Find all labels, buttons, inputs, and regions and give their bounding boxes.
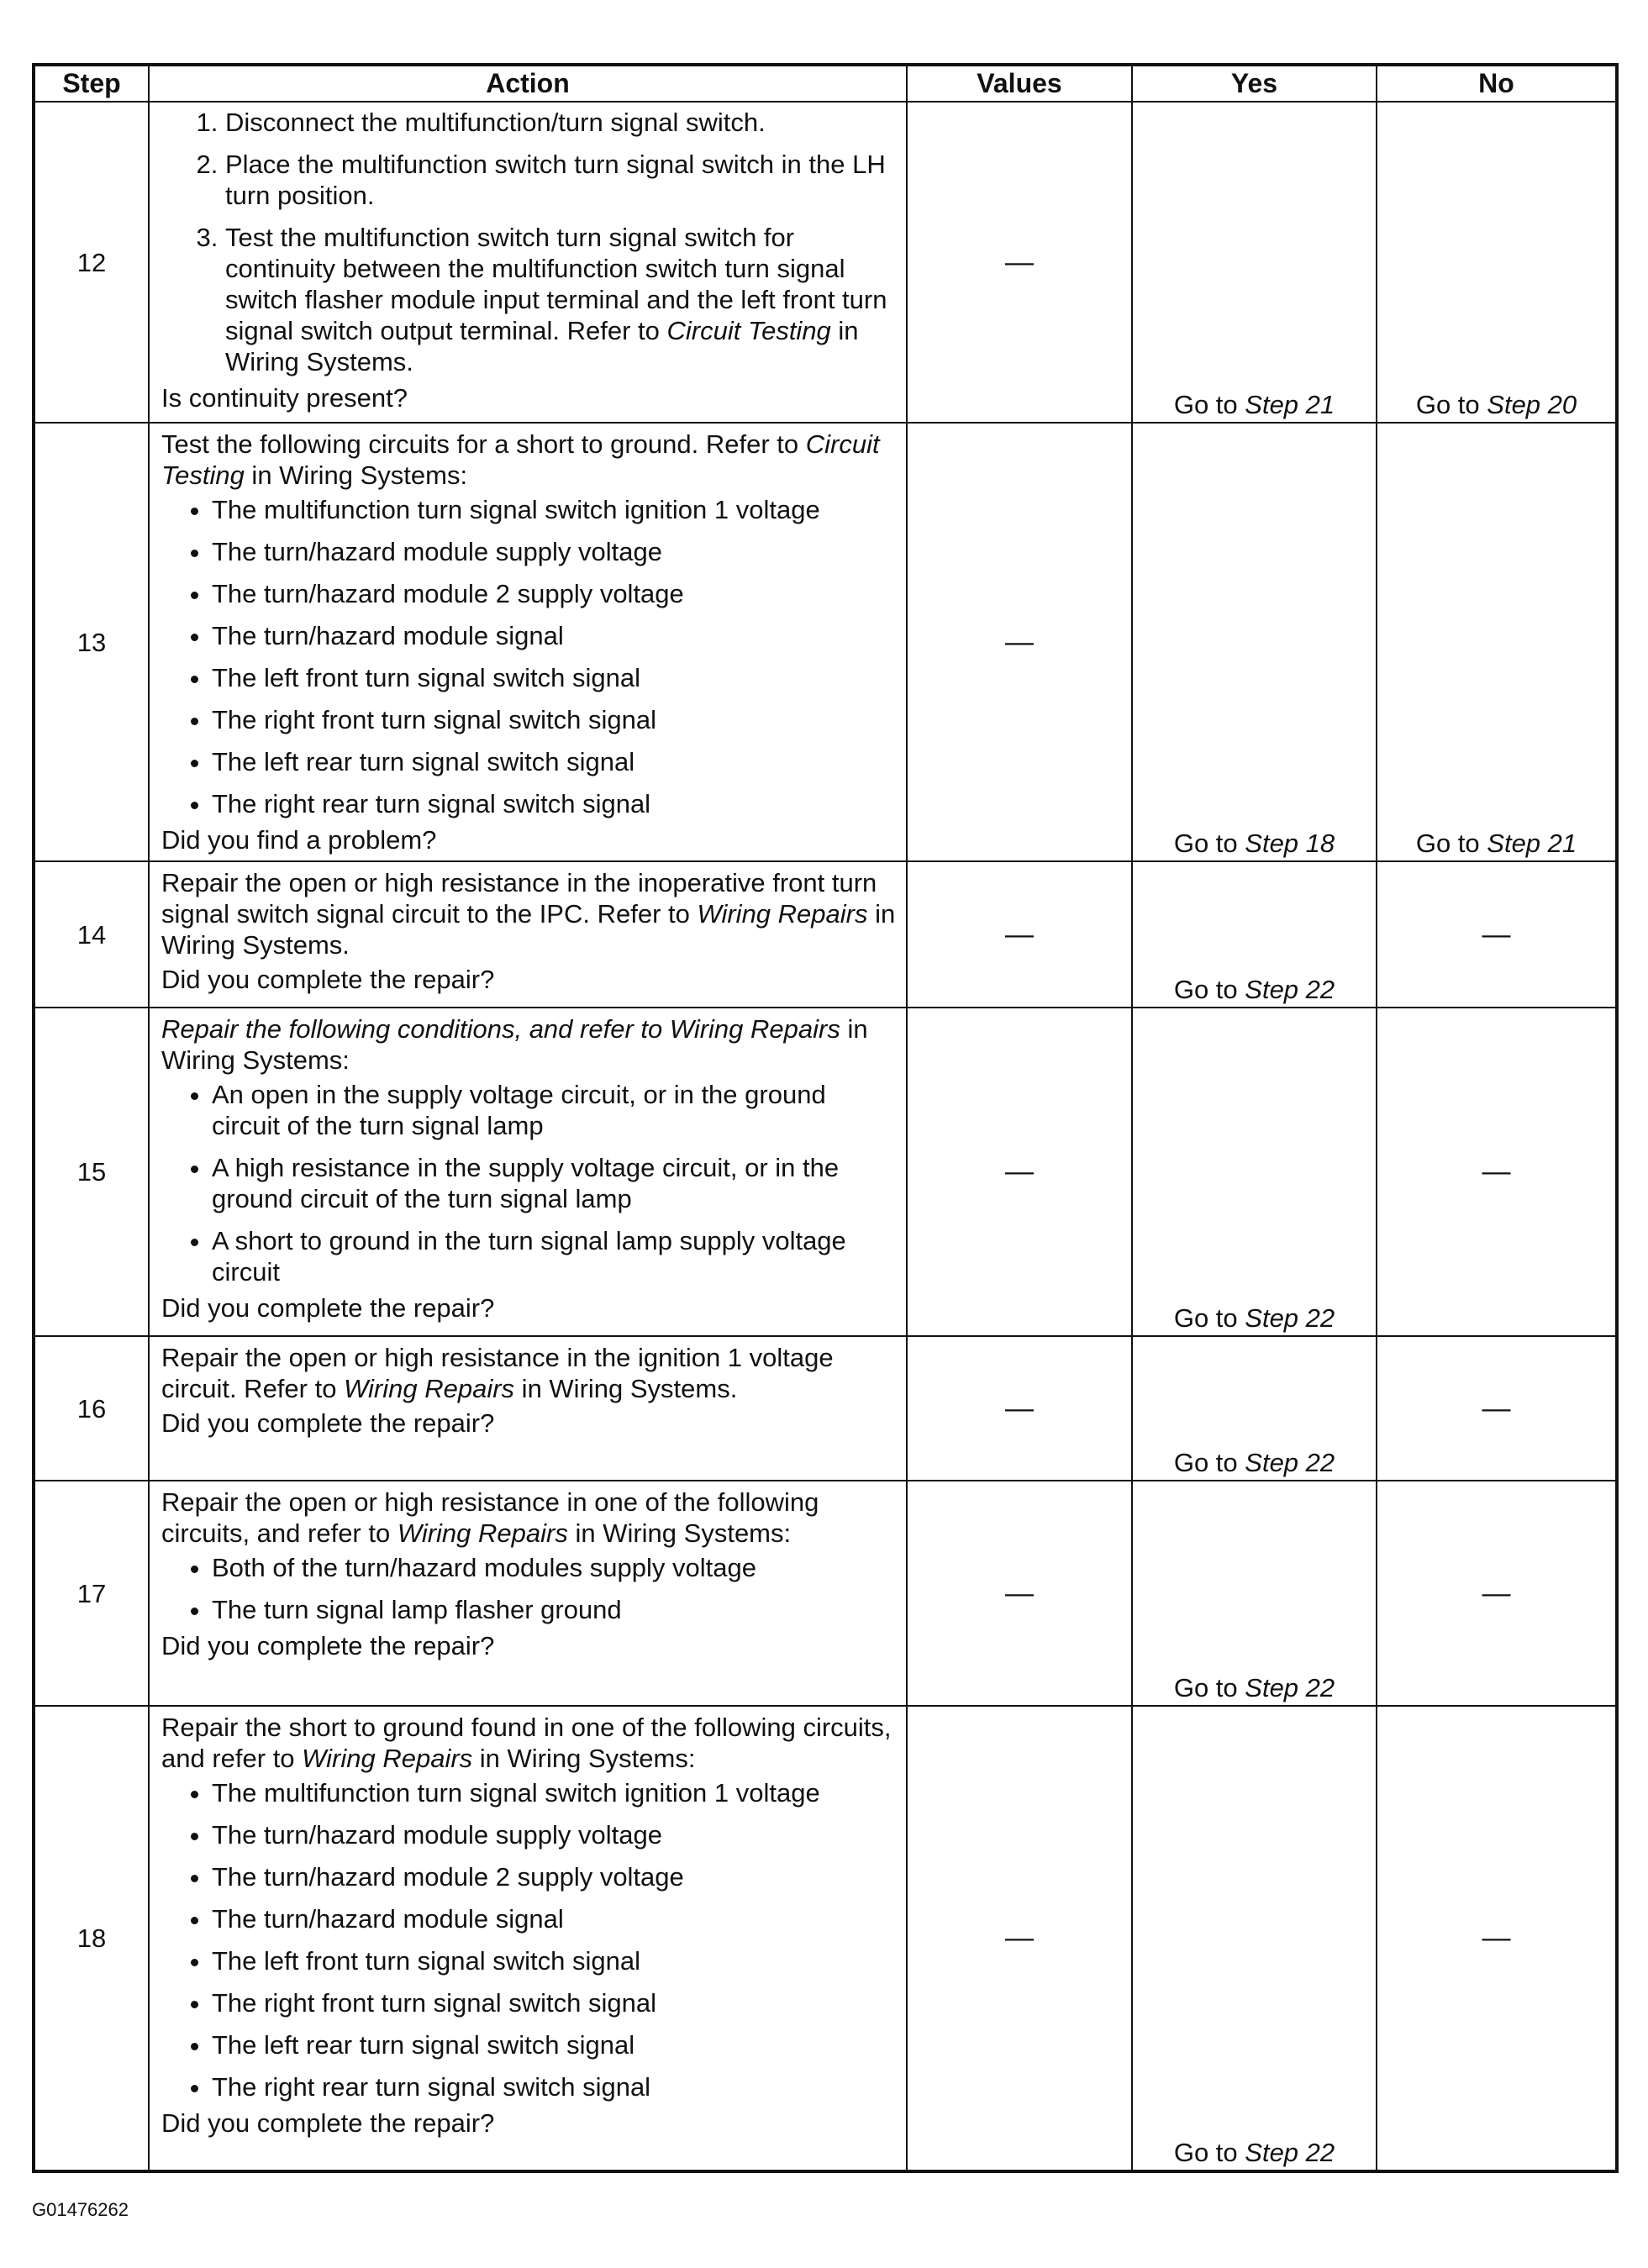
bullet-item: • The left rear turn signal switch signal bbox=[212, 2029, 896, 2060]
action-text: Go to bbox=[1173, 1673, 1245, 1702]
bullet-item: • The right front turn signal switch signal bbox=[212, 1987, 896, 2018]
reference-link-text: Step 18 bbox=[1245, 829, 1335, 858]
no-cell: — bbox=[1377, 1706, 1617, 2171]
reference-link-text: Wiring Repairs bbox=[302, 1744, 473, 1773]
values-cell: — bbox=[907, 1336, 1132, 1481]
no-cell: — bbox=[1377, 1008, 1617, 1336]
bullet-item: • The turn/hazard module supply voltage bbox=[212, 1819, 896, 1850]
yes-cell bbox=[1132, 102, 1377, 423]
reference-link-text: Step 21 bbox=[1245, 390, 1335, 419]
reference-link-text: Circuit Testing bbox=[161, 429, 880, 490]
step-number: 13 bbox=[34, 423, 149, 861]
bullet-item: • The multifunction turn signal switch ignition 1 voltage bbox=[212, 1777, 896, 1808]
header-no: No bbox=[1377, 65, 1617, 102]
table-row bbox=[34, 1706, 1617, 2171]
action-cell bbox=[149, 1336, 907, 1481]
bullet-item: • A high resistance in the supply voltage circuit, or in the ground circuit of the turn signal lamp bbox=[212, 1152, 896, 1214]
yes-cell bbox=[1132, 861, 1377, 1008]
header-yes: Yes bbox=[1132, 65, 1377, 102]
action-cell bbox=[149, 102, 907, 423]
action-text: Test the multifunction switch turn signal switch for continuity between the multifunction switch turn signal switch flasher module input terminal and the left front turn signal switch output terminal. Refer to bbox=[225, 223, 887, 345]
action-text: Repair the open or high resistance in the inoperative front turn signal switch signal circuit to the IPC. Refer to bbox=[161, 868, 877, 929]
values-cell: — bbox=[907, 861, 1132, 1008]
action-text: in Wiring Systems. bbox=[225, 316, 859, 376]
bullet-item: • Both of the turn/hazard modules supply voltage bbox=[212, 1552, 896, 1583]
yes-cell bbox=[1132, 423, 1377, 861]
action-cell bbox=[149, 1706, 907, 2171]
no-cell bbox=[1377, 423, 1617, 861]
table-row bbox=[34, 1336, 1617, 1481]
action-text: in Wiring Systems: bbox=[472, 1744, 696, 1773]
bullet-item: • The turn/hazard module supply voltage bbox=[212, 536, 896, 567]
action-intro bbox=[161, 1712, 896, 1774]
numbered-step bbox=[225, 149, 896, 211]
bullet-item: • The right rear turn signal switch signal bbox=[212, 2071, 896, 2102]
yes-cell bbox=[1132, 1008, 1377, 1336]
reference-link-text: Step 22 bbox=[1245, 975, 1335, 1004]
bullet-list bbox=[161, 1777, 896, 2102]
bullet-item: • The left front turn signal switch signal bbox=[212, 1945, 896, 1976]
action-text: Go to bbox=[1173, 2138, 1245, 2167]
action-text: Place the multifunction switch turn signal switch in the LH turn position. bbox=[225, 150, 886, 210]
diagnostic-table bbox=[32, 63, 1619, 2173]
reference-link-text: Step 22 bbox=[1245, 1448, 1335, 1477]
reference-link-text: Circuit Testing bbox=[666, 316, 831, 345]
bullet-item: • The turn/hazard module signal bbox=[212, 620, 896, 651]
table-row bbox=[34, 1008, 1617, 1336]
action-text: in Wiring Systems: bbox=[567, 1518, 792, 1548]
yes-cell bbox=[1132, 1706, 1377, 2171]
values-cell: — bbox=[907, 423, 1132, 861]
action-question: Is continuity present? bbox=[161, 383, 408, 413]
action-text: Go to bbox=[1415, 390, 1487, 419]
no-cell: — bbox=[1377, 1336, 1617, 1481]
action-text: Go to bbox=[1173, 390, 1245, 419]
table-row bbox=[34, 102, 1617, 423]
reference-link-text: Wiring Repairs bbox=[344, 1374, 515, 1403]
yes-cell bbox=[1132, 1336, 1377, 1481]
bullet-item: • The multifunction turn signal switch ignition 1 voltage bbox=[212, 494, 896, 525]
action-intro bbox=[161, 429, 896, 491]
no-cell: — bbox=[1377, 1481, 1617, 1706]
bullet-item: • The turn/hazard module signal bbox=[212, 1903, 896, 1934]
bullet-item: • An open in the supply voltage circuit, or in the ground circuit of the turn signal lamp bbox=[212, 1079, 896, 1141]
bullet-item: • The turn signal lamp flasher ground bbox=[212, 1594, 896, 1625]
table-row bbox=[34, 1481, 1617, 1706]
action-intro bbox=[161, 867, 896, 960]
bullet-item: • The left rear turn signal switch signal bbox=[212, 746, 896, 777]
table-row bbox=[34, 861, 1617, 1008]
reference-link-text: Step 22 bbox=[1245, 2138, 1335, 2167]
action-text: in Wiring Systems: bbox=[161, 1014, 868, 1075]
yes-cell bbox=[1132, 1481, 1377, 1706]
reference-link-text: Wiring Repairs bbox=[697, 899, 868, 929]
no-cell: — bbox=[1377, 861, 1617, 1008]
bullet-item: • The turn/hazard module 2 supply voltage bbox=[212, 1861, 896, 1892]
action-cell bbox=[149, 861, 907, 1008]
reference-link-text: Step 22 bbox=[1245, 1303, 1335, 1333]
action-text: Test the following circuits for a short to ground. Refer to bbox=[161, 429, 806, 459]
action-text: Go to bbox=[1415, 829, 1487, 858]
bullet-list bbox=[161, 1079, 896, 1287]
action-question: Did you complete the repair? bbox=[161, 1631, 495, 1660]
numbered-step bbox=[225, 222, 896, 377]
action-intro-italic: Repair the following conditions, and refer to Wiring Repairs bbox=[161, 1014, 840, 1044]
action-text: Go to bbox=[1173, 1303, 1245, 1333]
action-question: Did you complete the repair? bbox=[161, 965, 495, 994]
figure-id: G01476262 bbox=[32, 2199, 129, 2220]
reference-link-text: Wiring Repairs bbox=[397, 1518, 568, 1548]
table-row bbox=[34, 423, 1617, 861]
values-cell: — bbox=[907, 1706, 1132, 2171]
action-text: in Wiring Systems. bbox=[161, 899, 896, 960]
action-cell bbox=[149, 423, 907, 861]
bullet-item: • The turn/hazard module 2 supply voltage bbox=[212, 578, 896, 609]
action-text: Disconnect the multifunction/turn signal switch. bbox=[225, 108, 766, 137]
action-text: Repair the open or high resistance in one of the following circuits, and refer to bbox=[161, 1487, 819, 1548]
step-number: 17 bbox=[34, 1481, 149, 1706]
values-cell: — bbox=[907, 1008, 1132, 1336]
action-question: Did you complete the repair? bbox=[161, 1293, 495, 1323]
header-step: Step bbox=[34, 65, 149, 102]
action-text: Repair the short to ground found in one of the following circuits, and refer to bbox=[161, 1713, 892, 1773]
bullet-list bbox=[161, 494, 896, 819]
action-question: Did you complete the repair? bbox=[161, 1408, 495, 1438]
action-cell bbox=[149, 1008, 907, 1336]
bullet-item: • The left front turn signal switch signal bbox=[212, 662, 896, 693]
action-text: Go to bbox=[1173, 1448, 1245, 1477]
reference-link-text: Step 21 bbox=[1487, 829, 1577, 858]
action-text: in Wiring Systems: bbox=[244, 460, 468, 490]
bullet-item: • The right front turn signal switch signal bbox=[212, 704, 896, 735]
step-number: 14 bbox=[34, 861, 149, 1008]
action-text: Go to bbox=[1173, 829, 1245, 858]
action-intro bbox=[161, 1487, 896, 1549]
values-cell: — bbox=[907, 1481, 1132, 1706]
header-values: Values bbox=[907, 65, 1132, 102]
action-question: Did you find a problem? bbox=[161, 825, 437, 855]
diagnostic-table-sheet bbox=[32, 63, 1615, 2173]
header-action: Action bbox=[149, 65, 907, 102]
action-text: in Wiring Systems. bbox=[514, 1374, 738, 1403]
bullet-list bbox=[161, 1552, 896, 1625]
action-question: Did you complete the repair? bbox=[161, 2108, 495, 2138]
action-intro bbox=[161, 1342, 896, 1404]
no-cell bbox=[1377, 102, 1617, 423]
header-row bbox=[34, 65, 1617, 102]
step-number: 15 bbox=[34, 1008, 149, 1336]
action-cell bbox=[149, 1481, 907, 1706]
step-number: 18 bbox=[34, 1706, 149, 2171]
bullet-item: • The right rear turn signal switch signal bbox=[212, 788, 896, 819]
values-cell: — bbox=[907, 102, 1132, 423]
action-text: Repair the open or high resistance in the ignition 1 voltage circuit. Refer to bbox=[161, 1343, 834, 1403]
step-number: 12 bbox=[34, 102, 149, 423]
bullet-item: • A short to ground in the turn signal lamp supply voltage circuit bbox=[212, 1225, 896, 1287]
reference-link-text: Step 22 bbox=[1245, 1673, 1335, 1702]
action-intro bbox=[161, 1013, 896, 1076]
reference-link-text: Step 20 bbox=[1487, 390, 1577, 419]
numbered-step bbox=[225, 107, 896, 138]
numbered-steps bbox=[161, 107, 896, 377]
step-number: 16 bbox=[34, 1336, 149, 1481]
action-text: Go to bbox=[1173, 975, 1245, 1004]
